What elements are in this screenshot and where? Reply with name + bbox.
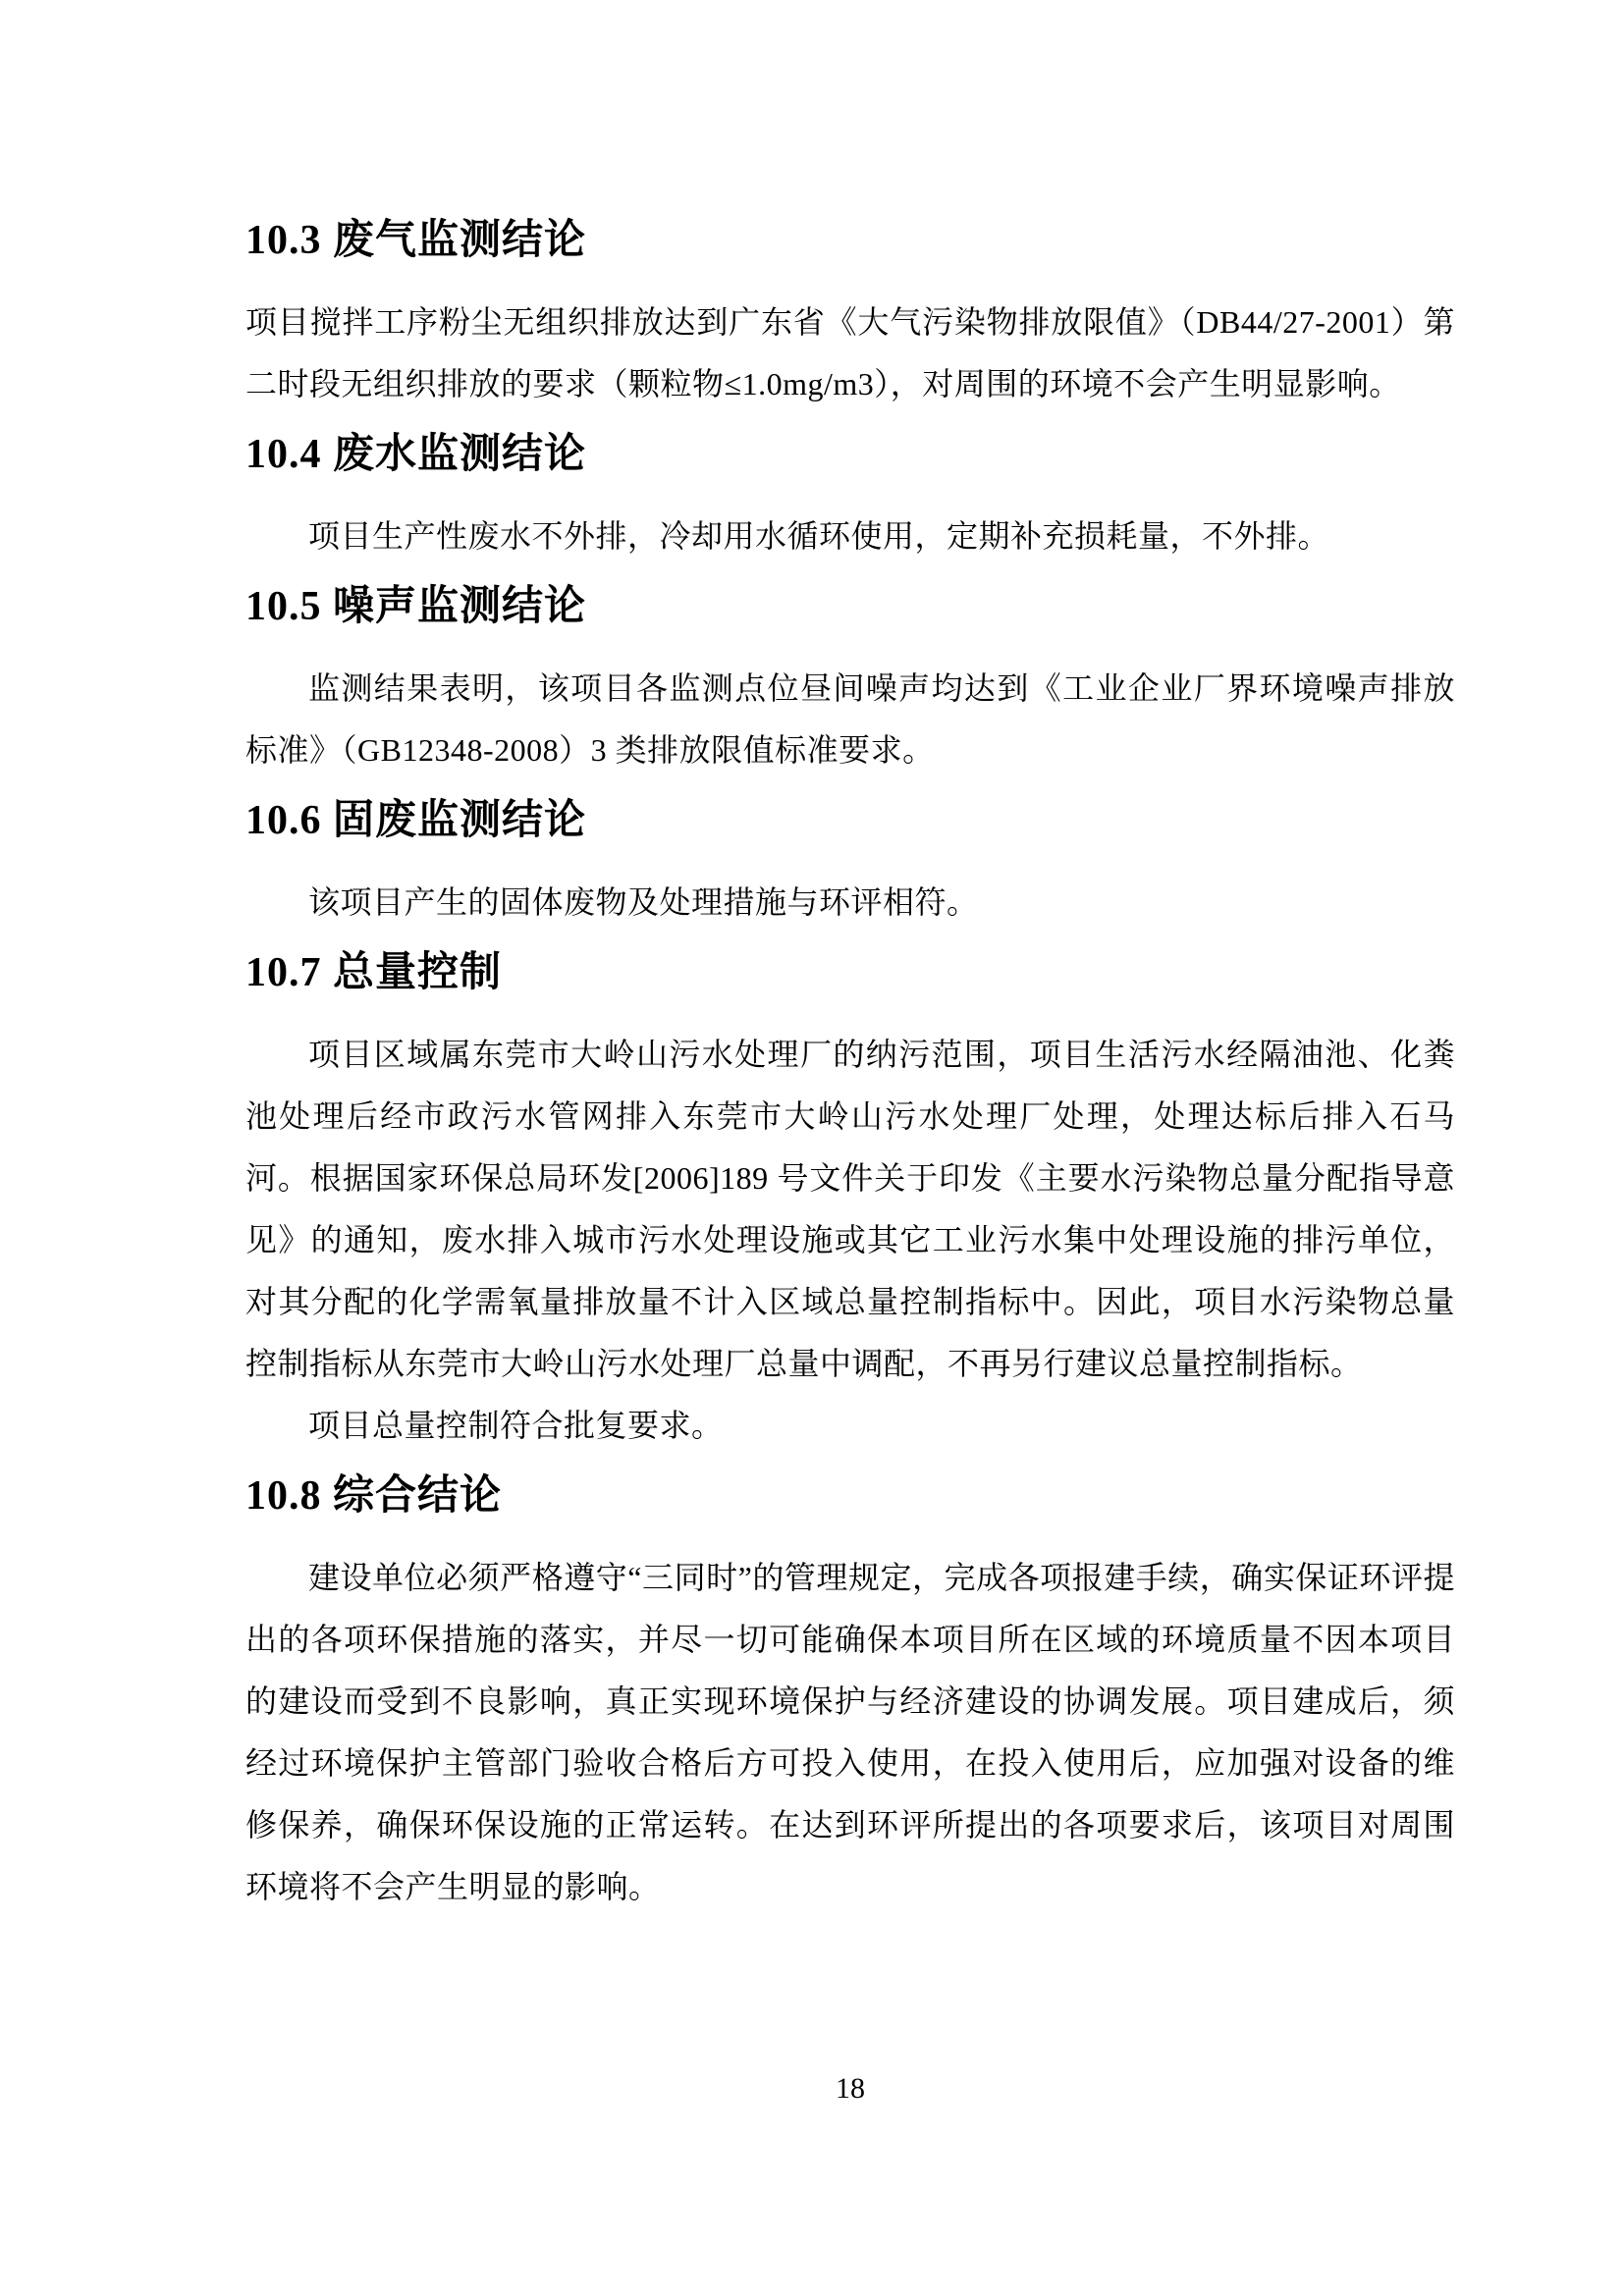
section-solid-waste-conclusion	[245, 798, 1455, 934]
section-heading: 10.8 综合结论	[245, 1473, 503, 1519]
page-number: 18	[836, 2072, 865, 2105]
section-noise-conclusion	[245, 584, 1455, 781]
report-body	[245, 218, 1455, 1918]
section-heading: 10.4 废水监测结论	[245, 432, 587, 477]
paragraph: 项目总量控制符合批复要求。	[308, 1408, 724, 1443]
section-total-amount-control	[245, 950, 1455, 1457]
paragraph: 建设单位必须严格遵守“三同时”的管理规定，完成各项报建手续，确实保证环评提出的各项环保措施的落实，并尽一切可能确保本项目所在区域的环境质量不因本项目的建设而受到不良影响，真正实现环境保护与经济建设的协调发展。项目建成后，须经过环境保护主管部门验收合格后方可投入使用，在投入使用后，应加强对设备的维修保养，确保环保设施的正常运转。在达到环评所提出的各项要求后，该项目对周围环境将不会产生明显的影响。	[245, 1560, 1455, 1904]
paragraph: 监测结果表明，该项目各监测点位昼间噪声均达到《工业企业厂界环境噪声排放标准》（GB12348-2008）3 类排放限值标准要求。	[245, 670, 1455, 768]
section-comprehensive-conclusion	[245, 1473, 1455, 1918]
page-footer	[245, 2071, 1455, 2107]
paragraph: 项目搅拌工序粉尘无组织排放达到广东省《大气污染物排放限值》（DB44/27-2001）第二时段无组织排放的要求（颗粒物≤1.0mg/m3），对周围的环境不会产生明显影响。	[245, 304, 1455, 401]
section-heading: 10.5 噪声监测结论	[245, 584, 587, 629]
section-wastewater-conclusion	[245, 432, 1455, 567]
section-heading: 10.3 废气监测结论	[245, 218, 587, 263]
paragraph: 项目生产性废水不外排，冷却用水循环使用，定期补充损耗量，不外排。	[308, 518, 1330, 554]
paragraph: 该项目产生的固体废物及处理措施与环评相符。	[308, 884, 979, 920]
paragraph: 项目区域属东莞市大岭山污水处理厂的纳污范围，项目生活污水经隔油池、化粪池处理后经市政污水管网排入东莞市大岭山污水处理厂处理，处理达标后排入石马河。根据国家环保总局环发[2006]189 号文件关于印发《主要水污染物总量分配指导意见》的通知，废水排入城市污水处理设施或其它工业污水集中处理设施的排污单位，对其分配的化学需氧量排放量不计入区域总量控制指标中。因此，项目水污染物总量控制指标从东莞市大岭山污水处理厂总量中调配，不再另行建议总量控制指标。	[245, 1037, 1455, 1381]
section-waste-gas-conclusion	[245, 218, 1455, 415]
section-heading: 10.7 总量控制	[245, 950, 503, 995]
section-heading: 10.6 固废监测结论	[245, 798, 587, 843]
